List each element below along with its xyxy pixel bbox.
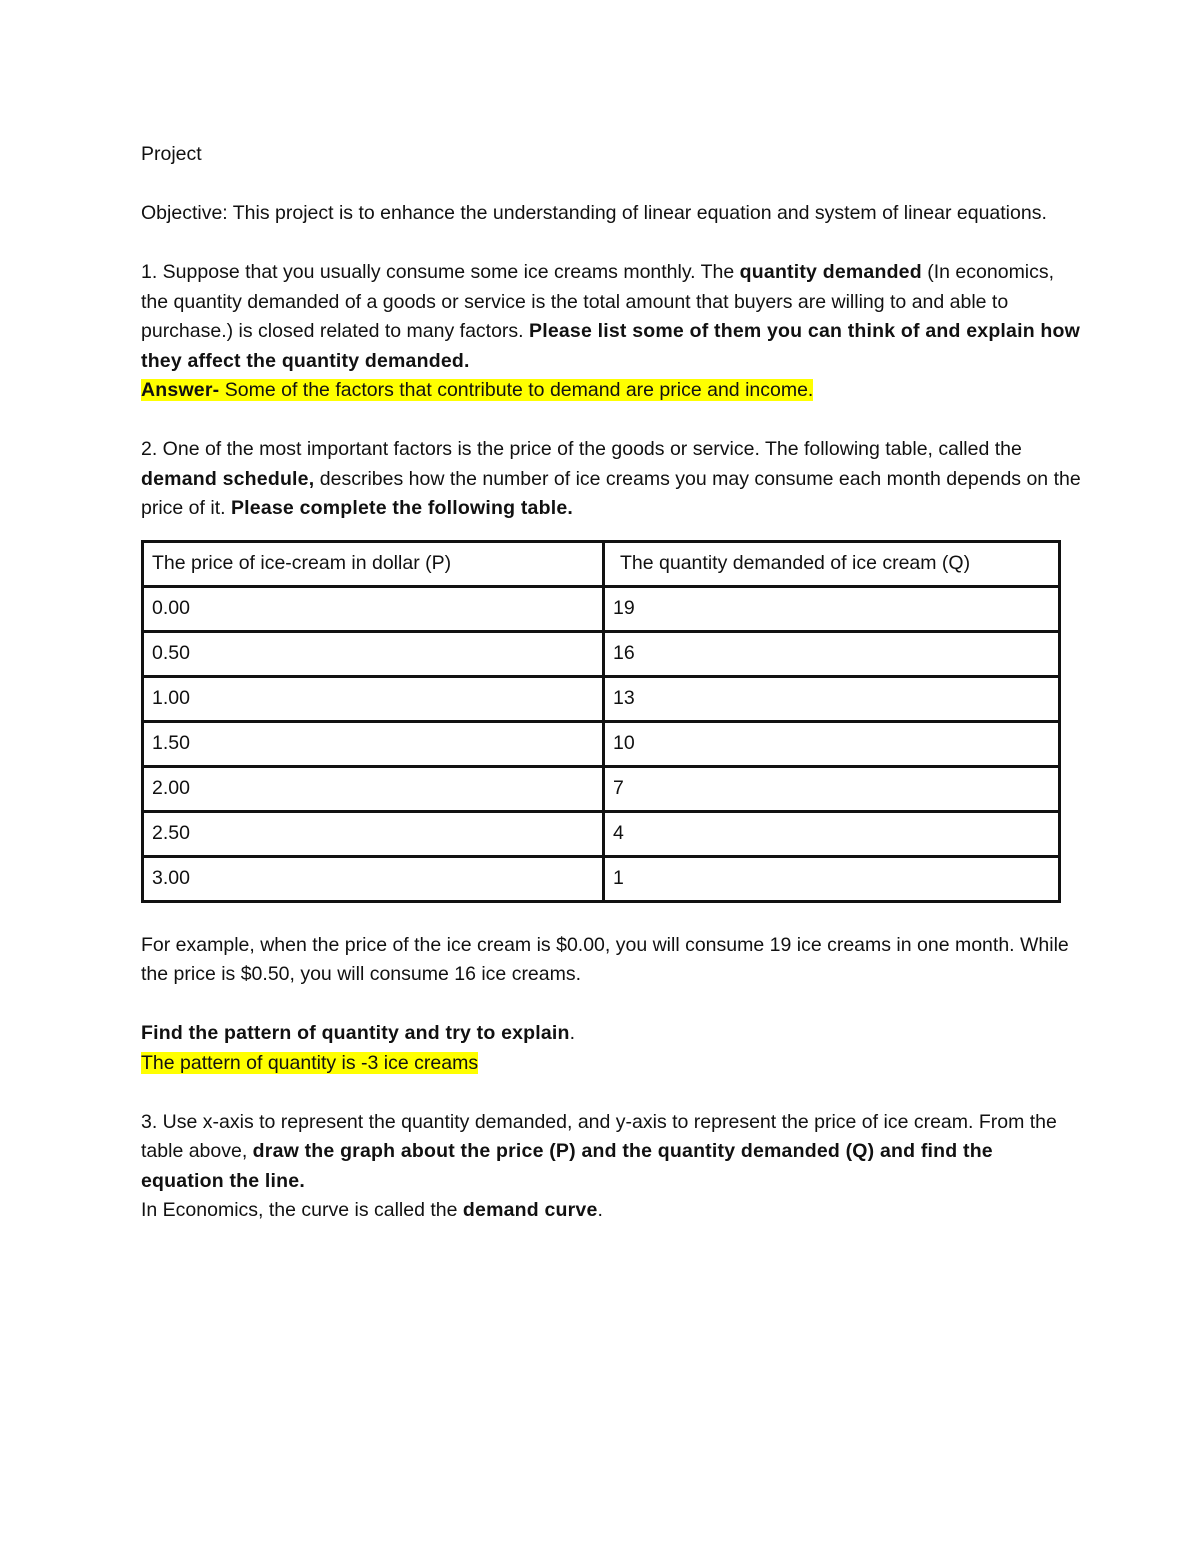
question-1-term: quantity demanded: [739, 261, 922, 283]
demand-schedule-table: [141, 540, 1061, 903]
table-row: [143, 856, 1060, 901]
document-page: [141, 140, 1081, 1226]
table-cell-quantity: 19: [604, 586, 1060, 631]
table-row: [143, 676, 1060, 721]
table-cell-quantity: 16: [604, 631, 1060, 676]
question-2: [141, 435, 1081, 524]
answer-1: [141, 376, 1081, 406]
table-cell-quantity: 13: [604, 676, 1060, 721]
table-cell-quantity: 1: [604, 856, 1060, 901]
question-2-instruction: Please complete the following table.: [230, 497, 573, 519]
pattern-prompt-end: .: [569, 1022, 576, 1044]
demand-curve-note-end: .: [597, 1199, 603, 1221]
table-row: [143, 721, 1060, 766]
table-cell-price: 3.00: [143, 856, 604, 901]
table-cell-quantity: 4: [604, 811, 1060, 856]
question-1-text-b: (In economics, the quantity demanded of a goods or service is the total amount that buyers are willing to and able to purchase.) is closed related to many factors.: [141, 261, 1055, 342]
pattern-answer-highlight: The pattern of quantity is -3 ice creams: [141, 1051, 479, 1074]
table-row: [143, 586, 1060, 631]
question-3: [141, 1108, 1081, 1197]
table-header-price: The price of ice-cream in dollar (P): [143, 541, 604, 586]
answer-1-highlight: [141, 379, 813, 401]
question-2-term: demand schedule,: [141, 467, 315, 490]
table-cell-price: 2.50: [143, 811, 604, 856]
question-1-text-a: 1. Suppose that you usually consume some ice creams monthly. The: [141, 261, 740, 283]
table-row: [143, 811, 1060, 856]
table-row: [143, 766, 1060, 811]
example-paragraph: For example, when the price of the ice cream is $0.00, you will consume 19 ice creams in one month. While the price is $0.50, you will consume 16 ice creams.: [141, 933, 1069, 985]
question-1: [141, 258, 1081, 376]
pattern-prompt-text: Find the pattern of quantity and try to explain: [141, 1022, 570, 1044]
table-row: [143, 631, 1060, 676]
question-2-text-a: 2. One of the most important factors is the price of the goods or service. The following table, called the: [141, 438, 1022, 460]
question-3-instruction: draw the graph about the price (P) and the quantity demanded (Q) and find the equation the line.: [141, 1140, 993, 1192]
table-cell-price: 1.50: [143, 721, 604, 766]
table-header-row: [143, 541, 1060, 586]
document-title: Project: [141, 143, 202, 165]
table-cell-price: 1.00: [143, 676, 604, 721]
table-cell-quantity: 7: [604, 766, 1060, 811]
pattern-prompt: [141, 1019, 1081, 1049]
table-cell-price: 0.50: [143, 631, 604, 676]
question-3-text-a: 3. Use x-axis to represent the quantity demanded, and y-axis to represent the price of ice cream. From the table above,: [141, 1110, 1057, 1162]
table-cell-price: 0.00: [143, 586, 604, 631]
answer-1-label: Answer-: [141, 379, 220, 401]
table-header-quantity: The quantity demanded of ice cream (Q): [604, 541, 1060, 586]
demand-curve-note-text: In Economics, the curve is called the: [141, 1199, 463, 1221]
question-1-instruction: Please list some of them you can think of and explain how they affect the quantity demanded.: [141, 320, 1081, 372]
demand-curve-note: [141, 1196, 1081, 1226]
question-2-text-b: describes how the number of ice creams you may consume each month depends on the price of it.: [141, 467, 1081, 519]
answer-1-text: Some of the factors that contribute to demand are price and income.: [219, 379, 814, 401]
table-cell-quantity: 10: [604, 721, 1060, 766]
objective-paragraph: Objective: This project is to enhance the understanding of linear equation and system of linear equations.: [141, 202, 1047, 224]
table-cell-price: 2.00: [143, 766, 604, 811]
demand-curve-term: demand curve: [462, 1199, 598, 1221]
pattern-answer: [141, 1049, 1081, 1079]
